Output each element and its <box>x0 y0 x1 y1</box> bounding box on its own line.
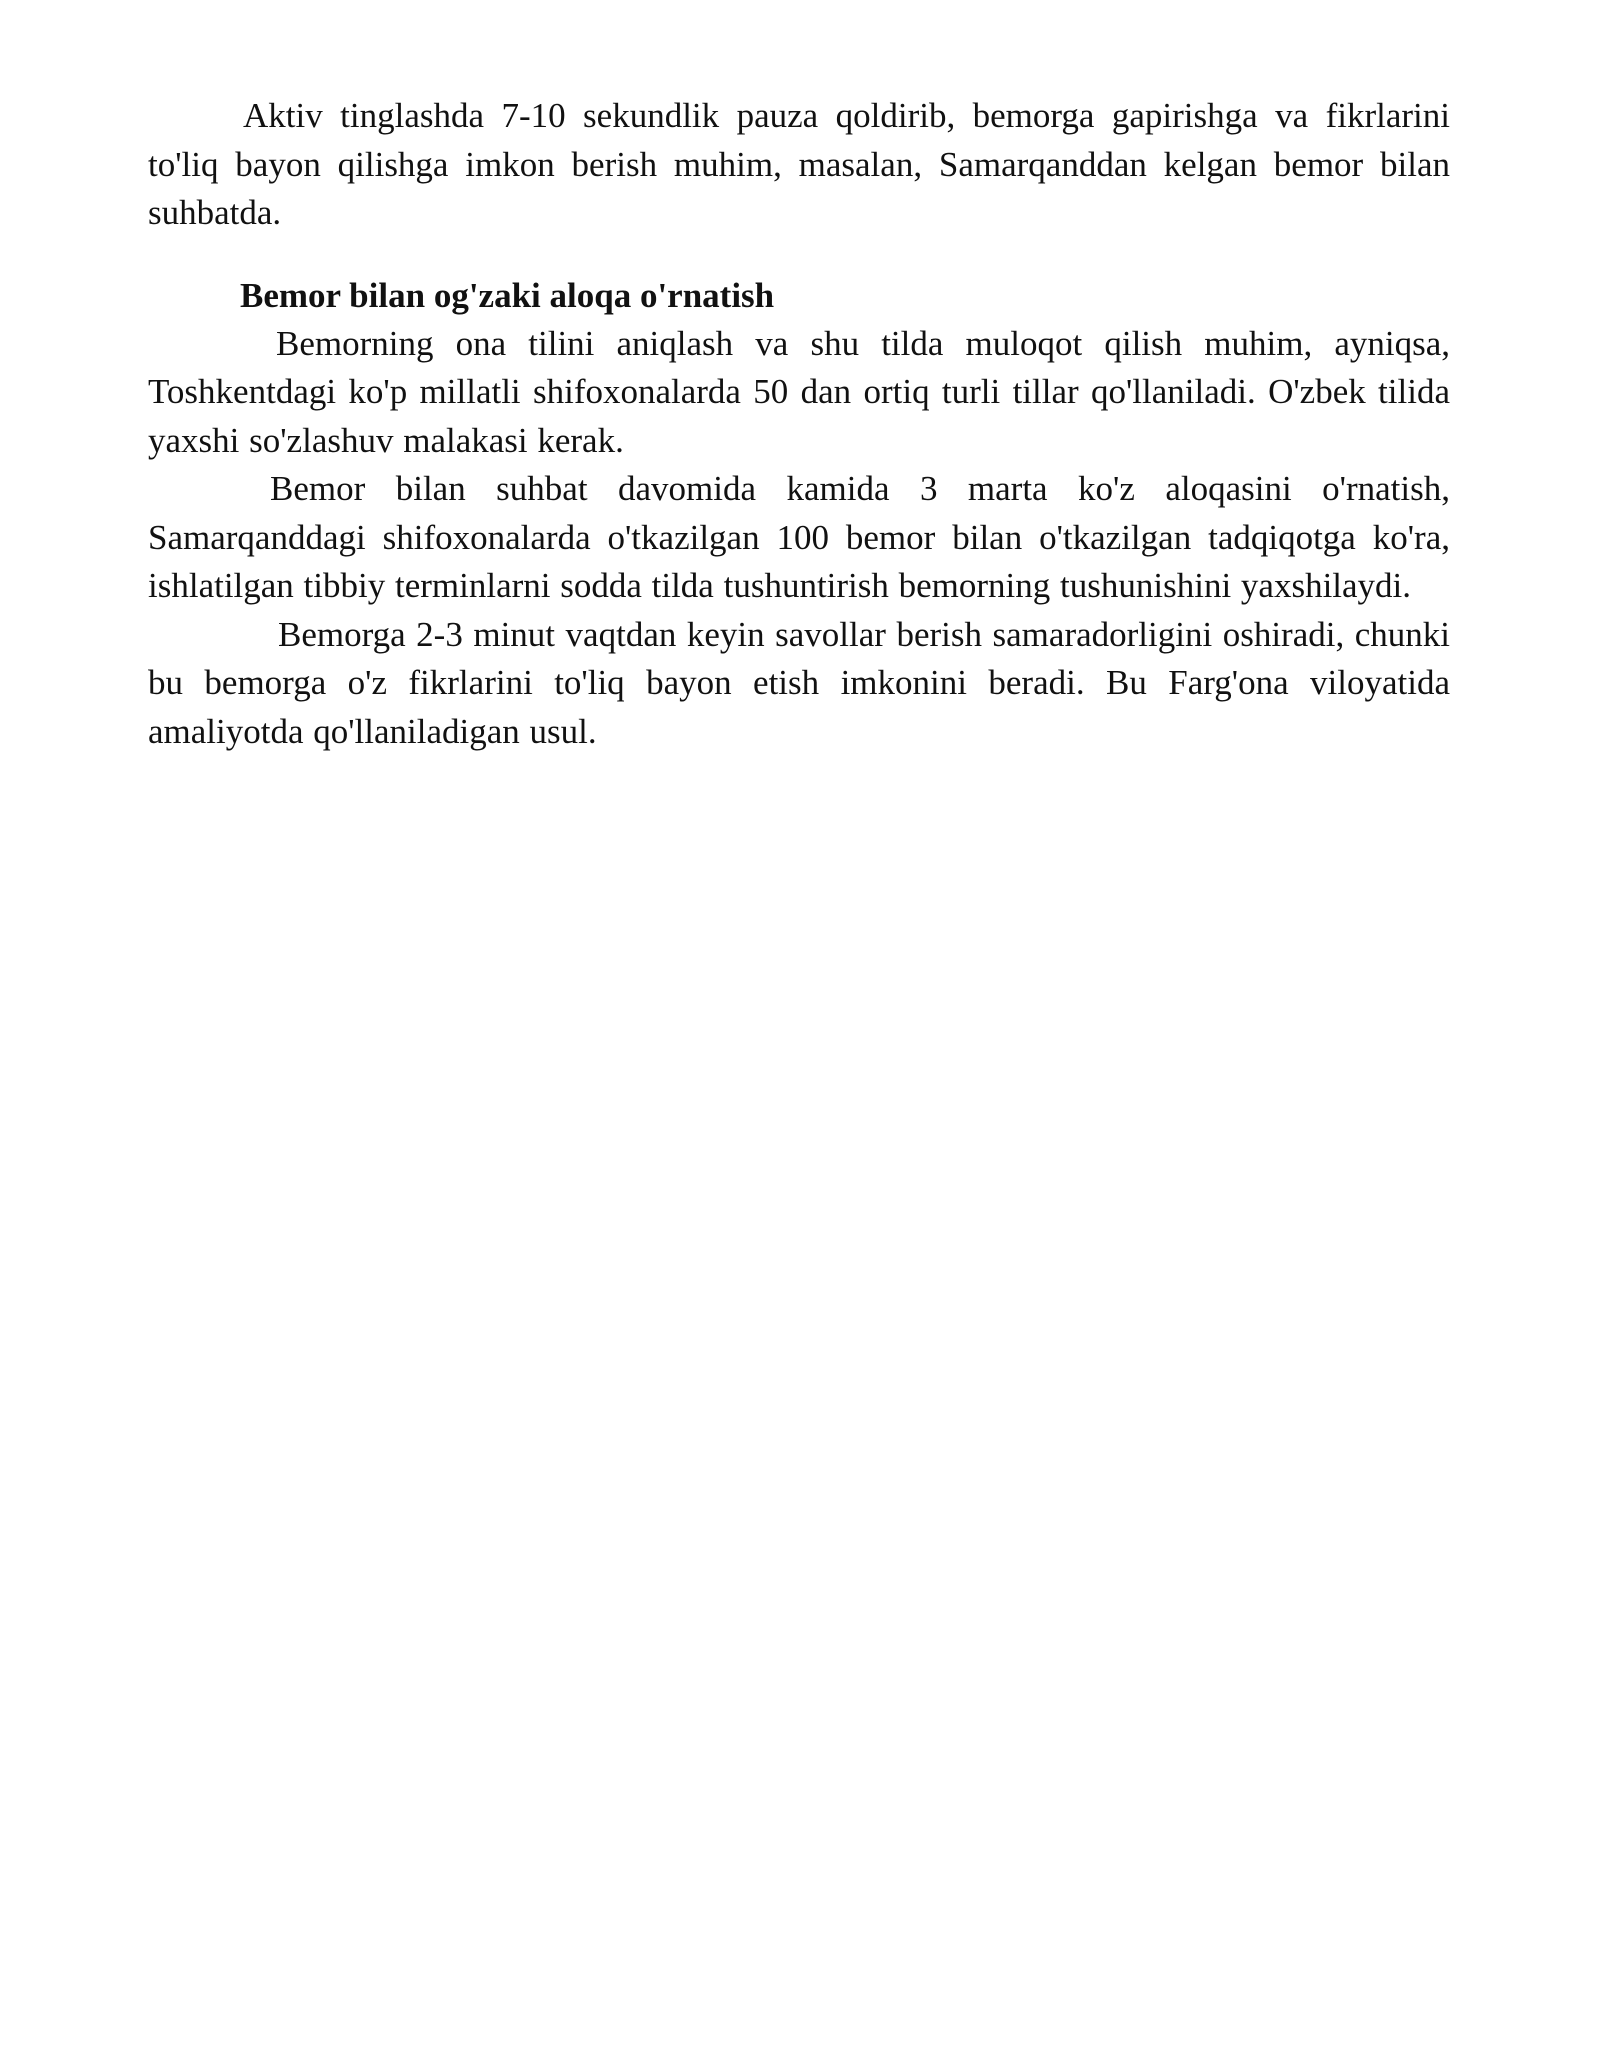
paragraph-active-listening: Aktiv tinglashda 7-10 sekundlik pauza qoldirib, bemorga gapirishga va fikrlarini to'liq bayon qilishga imkon berish muhim, masalan, Samarqanddan kelgan bemor bilan suhbatda. <box>148 96 1450 232</box>
paragraph-native-language: Bemorning ona tilini aniqlash va shu tilda muloqot qilish muhim, ayniqsa, Toshkentdagi ko'p millatli shifoxonalarda 50 dan ortiq turli tillar qo'llaniladi. O'zbek tilida yaxshi so'zlashuv malakasi kerak. <box>148 323 1450 460</box>
paragraph-eye-contact: Bemor bilan suhbat davomida kamida 3 marta ko'z aloqasini o'rnatish, Samarqanddagi shifoxonalarda o'tkazilgan 100 bemor bilan o'tkazilgan tadqiqotga ko'ra, ishlatilgan tibbiy terminlarni sodda tilda tushuntirish bemorning tushunishini yaxshilaydi. <box>148 469 1450 605</box>
document-body <box>148 92 1450 756</box>
paragraph-question-timing: Bemorga 2-3 minut vaqtdan keyin savollar berish samaradorligini oshiradi, chunki bu bemorga o'z fikrlarini to'liq bayon etish imkonini beradi. Bu Farg'ona viloyatida amaliyotda qo'llaniladigan usul. <box>148 614 1450 751</box>
section-heading: Bemor bilan og'zaki aloqa o'rnatish <box>240 275 775 315</box>
